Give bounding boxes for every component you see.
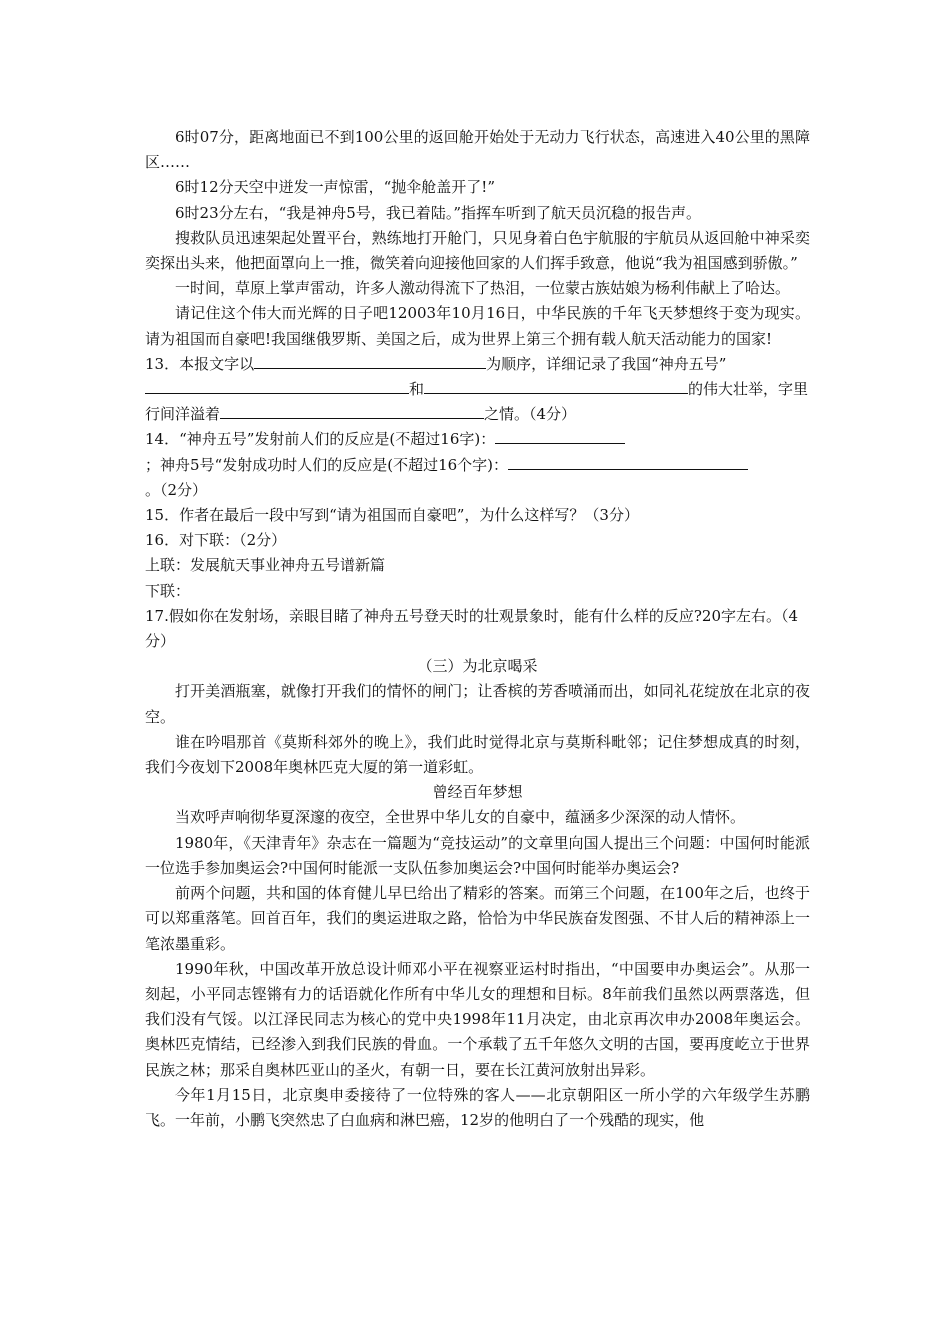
paragraph-cheers: 当欢呼声响彻华夏深邃的夜空，全世界中华儿女的自豪中，蕴涵多少深深的动人情怀。 — [175, 808, 746, 827]
question-14: 14．“神舟五号”发射前人们的反应是(不超过16字)： ；神舟5号“发射成功时人们的反应是(不超过16个字)： 。（2分） — [145, 427, 810, 503]
paragraph-applause: 一时间，草原上掌声雷动，许多人激动得流下了热泪，一位蒙古族姑娘为杨利伟献上了哈达。 — [175, 279, 791, 298]
paragraph-january: 今年1月15日，北京奥申委接待了一位特殊的客人——北京朝阳区一所小学的六年级学生苏鹏飞。一年前，小鹏飞突然忠了白血病和淋巴癌，12岁的他明白了一个残酷的现实，他 — [145, 1085, 810, 1129]
answer-blank-13b[interactable] — [145, 377, 409, 394]
question-16: 16．对下联：（2分） — [145, 531, 287, 550]
paragraph-moscow: 谁在吟唱那首《莫斯科郊外的晚上》，我们此时觉得北京与莫斯科毗邻；记住梦想成真的时刻，我们今夜划下2008年奥林匹克大厦的第一道彩虹。 — [145, 732, 810, 777]
answer-blank-13d[interactable] — [220, 402, 484, 419]
paragraph-champagne: 打开美酒瓶塞，就像打开我们的情怀的闸门；让香槟的芳香喷涌而出，如同礼花绽放在北京的夜空。 — [145, 682, 810, 726]
paragraph-1990: 1990年秋，中国改革开放总设计师邓小平在视察亚运村时指出，“中国要申办奥运会”。从那一刻起，小平同志铿锵有力的话语就化作所有中华儿女的理想和目标。8年前我们虽然以两票落选，但我们没有气馁。以江泽民同志为核心的党中央1998年11月决定，由北京再次申办2008年奥运会。奥林匹克情结，已经渗入到我们民族的骨血。一个承载了五千年悠久文明的古国，要再度屹立于世界民族之林；那采自奥林匹亚山的圣火，有朝一日，要在长江黄河放射出异彩。 — [145, 959, 810, 1079]
answer-blank-14a[interactable] — [495, 427, 625, 444]
document-page — [145, 125, 810, 1133]
paragraph-thunder: 6时12分天空中迸发一声惊雷，“抛伞舱盖开了!” — [175, 178, 495, 197]
paragraph-remember: 请记住这个伟大而光辉的日子吧12003年10月16日，中华民族的千年飞天梦想终于变为现实。请为祖国而自豪吧!我国继俄罗斯、美国之后，成为世界上第三个拥有载人航天活动能力的国家! — [145, 304, 810, 348]
answer-blank-14b[interactable] — [508, 453, 748, 470]
section-subtitle: 曾经百年梦想 — [432, 783, 523, 802]
couplet-lower: 下联： — [145, 581, 191, 600]
section-title: （三）为北京喝采 — [417, 657, 538, 676]
question-13: 13．本报文字以 为顺序，详细记录了我国“神舟五号”和 的伟大壮举，字里行间洋溢着 之情。（4分） — [145, 352, 810, 428]
paragraph-reentry: 6时07分，距离地面已不到100公里的返回舱开始处于无动力飞行状态，高速进入40公里的黑障区…… — [145, 128, 810, 172]
paragraph-1980: 1980年，《天津青年》杂志在一篇题为“竞技运动”的文章里向国人提出三个问题：中国何时能派一位选手参加奥运会?中国何时能派一支队伍参加奥运会?中国何时能举办奥运会? — [145, 833, 810, 877]
question-17: 17.假如你在发射场，亲眼目睹了神舟五号登天时的壮观景象时，能有什么样的反应?20字左右。（4分） — [145, 606, 799, 651]
paragraph-answers: 前两个问题，共和国的体育健儿早巳给出了精彩的答案。而第三个问题，在100年之后，也终于可以郑重落笔。回首百年，我们的奥运进取之路，恰恰为中华民族奋发图强、不甘人后的精神添上一笔浓墨重彩。 — [145, 884, 810, 953]
answer-blank-13c[interactable] — [424, 377, 688, 394]
question-15: 15．作者在最后一段中写到“请为祖国而自豪吧”，为什么这样写？（3分） — [145, 506, 639, 525]
couplet-upper: 上联：发展航天事业神舟五号谱新篇 — [145, 556, 386, 575]
paragraph-rescue: 搜救队员迅速架起处置平台，熟练地打开舱门，只见身着白色宇航服的宇航员从返回舱中神采奕奕探出头来，他把面罩向上一推，微笑着向迎接他回家的人们挥手致意，他说“我为祖国感到骄傲。” — [145, 228, 810, 273]
paragraph-landed: 6时23分左右，“我是神舟5号，我已着陆。”指挥车听到了航天员沉稳的报告声。 — [175, 203, 702, 222]
answer-blank-13a[interactable] — [254, 352, 486, 369]
